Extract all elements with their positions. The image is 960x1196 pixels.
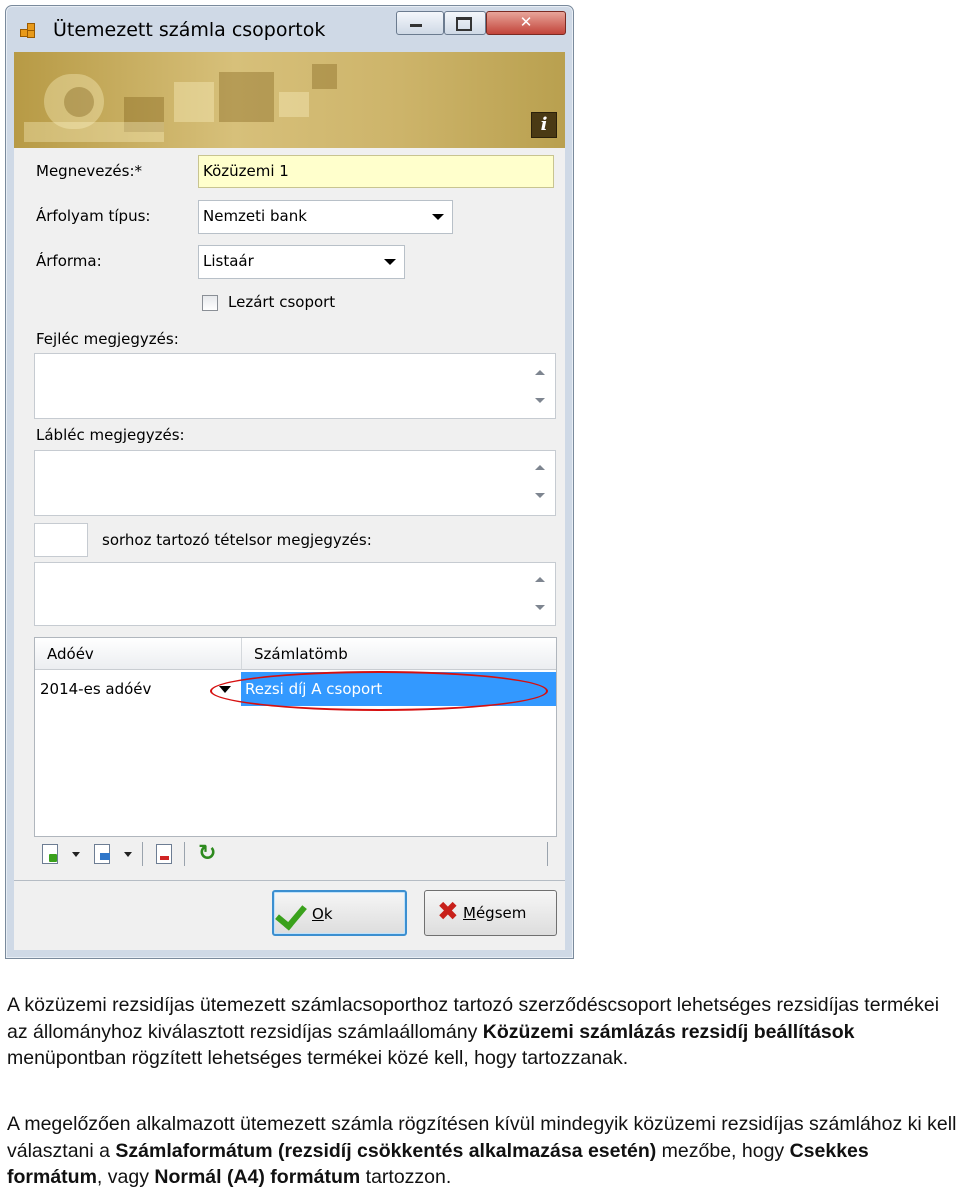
price-form-value: Listaár	[203, 252, 254, 270]
scroll-down-icon[interactable]	[535, 605, 545, 610]
minimize-icon	[410, 24, 422, 27]
scrollbar[interactable]	[525, 451, 555, 515]
footer-note-label: Lábléc megjegyzés:	[36, 426, 185, 444]
header-note-textarea[interactable]	[34, 353, 556, 419]
close-button[interactable]	[486, 11, 566, 35]
scrollbar[interactable]	[525, 354, 555, 418]
scroll-down-icon[interactable]	[535, 398, 545, 403]
header-note-label: Fejléc megjegyzés:	[36, 330, 179, 348]
cancel-icon: ✖	[437, 897, 459, 927]
maximize-button[interactable]	[444, 11, 486, 35]
item-note-textarea[interactable]	[34, 562, 556, 626]
highlight-ellipse	[210, 671, 548, 711]
cell-adoev-value: 2014-es adóév	[40, 680, 152, 698]
price-form-select[interactable]	[198, 245, 405, 279]
price-form-label: Árforma:	[36, 252, 102, 270]
header-banner	[14, 52, 565, 148]
scroll-up-icon[interactable]	[535, 370, 545, 375]
divider	[14, 880, 565, 881]
scroll-up-icon[interactable]	[535, 465, 545, 470]
paragraph-1: A közüzemi rezsidíjas ütemezett számlacsoporthoz tartozó szerződéscsoport lehetséges rezsidíjas termékei az állományhoz kiválasztott rezsidíjas számlaállomány Közüzemi számlázás rezsidíj beállítások menüpontban rögzített lehetséges termékei közé kell, hogy tartozzanak.	[7, 994, 940, 1069]
window-title: Ütemezett számla csoportok	[53, 19, 326, 41]
edit-document-icon[interactable]	[94, 844, 110, 864]
chevron-down-icon	[432, 214, 444, 220]
cell-szamlatomb[interactable]: Rezsi díj A csoport	[241, 672, 556, 706]
check-icon	[275, 897, 307, 930]
dialog-window	[5, 5, 574, 959]
grid-toolbar	[34, 836, 557, 872]
chevron-down-icon[interactable]	[72, 852, 80, 857]
scroll-up-icon[interactable]	[535, 577, 545, 582]
rate-type-label: Árfolyam típus:	[36, 207, 151, 225]
chevron-down-icon[interactable]	[124, 852, 132, 857]
title-bar[interactable]	[6, 6, 573, 52]
ok-button-label: Ok	[312, 905, 333, 923]
tax-year-grid	[34, 637, 557, 837]
chevron-down-icon	[384, 259, 396, 265]
ok-button[interactable]	[272, 890, 407, 936]
maximize-icon	[456, 17, 472, 31]
cancel-button[interactable]	[424, 890, 557, 936]
delete-document-icon[interactable]	[156, 844, 172, 864]
item-note-label: sorhoz tartozó tételsor megjegyzés:	[102, 531, 372, 549]
toolbar-separator	[184, 842, 185, 866]
column-header-adoev[interactable]: Adóév	[35, 638, 241, 670]
refresh-icon[interactable]: ↻	[198, 841, 217, 866]
dialog-body	[14, 52, 565, 950]
cancel-button-label: Mégsem	[463, 904, 527, 922]
name-label: Megnevezés:*	[36, 162, 143, 180]
scroll-down-icon[interactable]	[535, 493, 545, 498]
app-icon	[20, 23, 36, 39]
rate-type-value: Nemzeti bank	[203, 207, 307, 225]
name-input[interactable]: Közüzemi 1	[198, 155, 554, 188]
item-note-count-input[interactable]	[34, 523, 88, 557]
toolbar-separator	[547, 842, 548, 866]
paragraph-2: A megelőzően alkalmazott ütemezett számla rögzítésen kívül mindegyik közüzemi rezsidíjas számlához ki kell választani a Számlaformátum (rezsidíj csökkentés alkalmazása esetén) mezőbe, hogy Csekkes formátum, vagy Normál (A4) formátum tartozzon.	[7, 1113, 957, 1188]
close-icon: ✕	[519, 13, 533, 31]
minimize-button[interactable]	[396, 11, 444, 35]
info-button[interactable]: i	[531, 112, 557, 138]
closed-group-checkbox[interactable]	[202, 295, 218, 311]
footer-note-textarea[interactable]	[34, 450, 556, 516]
column-header-szamlatomb[interactable]: Számlatömb	[241, 638, 556, 670]
rate-type-select[interactable]	[198, 200, 453, 234]
new-document-icon[interactable]	[42, 844, 58, 864]
scrollbar[interactable]	[525, 563, 555, 625]
toolbar-separator	[142, 842, 143, 866]
closed-group-label[interactable]: Lezárt csoport	[228, 293, 336, 311]
